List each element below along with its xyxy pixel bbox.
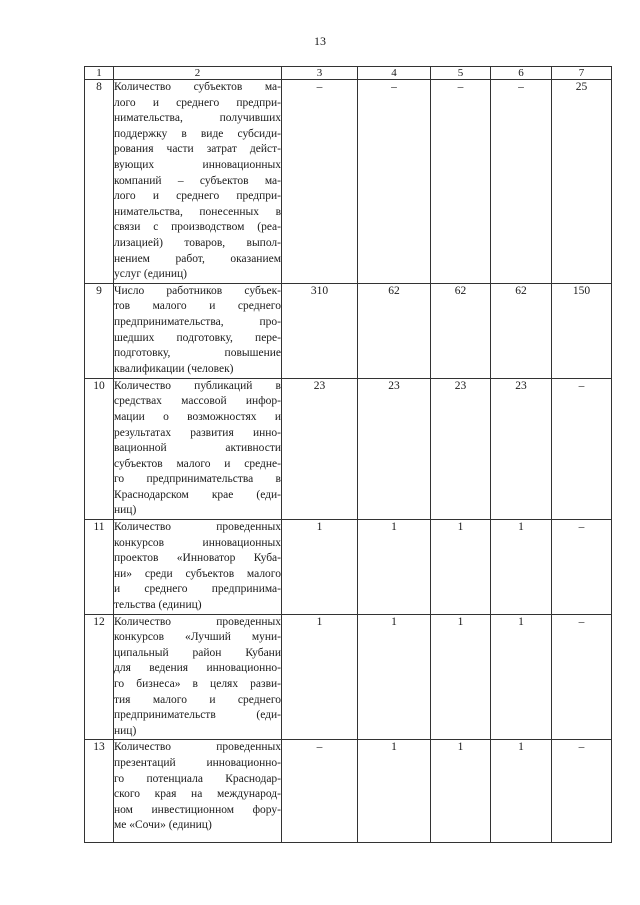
description-line: связи с производством (реа-: [114, 221, 281, 234]
value-cell-col-5: 23: [431, 378, 491, 519]
description-line: нением работ, оказанием: [114, 252, 281, 265]
row-number: 10: [85, 378, 114, 519]
description-line: компаний – субъектов ма-: [114, 174, 281, 187]
column-header-2: 2: [114, 67, 282, 80]
description-line: презентаций инновационно-: [114, 756, 281, 769]
value-cell-col-3: 310: [282, 283, 358, 378]
column-header-7: 7: [552, 67, 612, 80]
row-number: 13: [85, 740, 114, 843]
description-last-line: ниц): [114, 724, 137, 737]
description-line: ципальный район Кубани: [114, 646, 281, 659]
row-number: 8: [85, 80, 114, 284]
table-row: [85, 520, 612, 615]
description-line: вационной активности: [114, 442, 281, 455]
description-line: для ведения инновационно-: [114, 662, 281, 675]
description-line: вующих инновационных: [114, 158, 281, 171]
row-number: 12: [85, 614, 114, 740]
value-cell-col-5: 1: [431, 740, 491, 843]
description-line: Краснодарском крае (еди-: [114, 488, 281, 501]
value-cell-col-6: 23: [491, 378, 552, 519]
indicator-description: [114, 614, 282, 740]
column-header-5: 5: [431, 67, 491, 80]
table-row: [85, 614, 612, 740]
description-line: го бизнеса» в целях разви-: [114, 678, 281, 690]
description-last-line: услуг (единиц): [114, 268, 188, 281]
value-cell-col-3: 23: [282, 378, 358, 519]
value-cell-col-3: –: [282, 80, 358, 284]
value-cell-col-7: 25: [552, 80, 612, 284]
value-cell-col-4: 62: [358, 283, 431, 378]
value-cell-col-7: 150: [552, 283, 612, 378]
value-cell-col-6: 1: [491, 740, 552, 843]
page-number: 13: [314, 34, 326, 48]
description-line: нимательства, понесенных в: [114, 205, 281, 218]
description-line: Количество публикаций в: [114, 379, 281, 392]
description-line: и среднего предпринима-: [114, 583, 281, 596]
description-line: мации о возможностях и: [114, 410, 281, 423]
table-body: [85, 80, 612, 843]
description-line: Количество проведенных: [114, 615, 281, 628]
value-cell-col-5: 62: [431, 283, 491, 378]
description-line: го потенциала Краснодар-: [114, 772, 281, 785]
column-header-3: 3: [282, 67, 358, 80]
description-line: Количество субъектов ма-: [114, 81, 281, 93]
value-cell-col-4: 1: [358, 614, 431, 740]
description-line: субъектов малого и средне-: [114, 457, 281, 470]
indicator-description: [114, 80, 282, 284]
indicator-description: [114, 283, 282, 378]
value-cell-col-7: –: [552, 740, 612, 843]
value-cell-col-3: 1: [282, 520, 358, 615]
column-header-6: 6: [491, 67, 552, 80]
value-cell-col-6: 1: [491, 520, 552, 615]
description-last-line: ниц): [114, 504, 137, 517]
column-header-4: 4: [358, 67, 431, 80]
description-line: шедших подготовку, пере-: [114, 331, 281, 344]
description-line: ни» среди субъектов малого: [114, 567, 281, 580]
table-row: [85, 283, 612, 378]
description-line: предпринимательства, про-: [114, 315, 281, 328]
value-cell-col-7: –: [552, 378, 612, 519]
table-row: [85, 80, 612, 284]
description-line: средствах массовой инфор-: [114, 395, 281, 408]
description-line: конкурсов инновационных: [114, 536, 281, 549]
description-line: проектов «Инноватор Куба-: [114, 552, 281, 565]
value-cell-col-4: –: [358, 80, 431, 284]
description-last-line: тельства (единиц): [114, 599, 202, 612]
description-line: нимательства, получивших: [114, 112, 281, 125]
value-cell-col-4: 1: [358, 740, 431, 843]
value-cell-col-5: 1: [431, 614, 491, 740]
table-header-row: [85, 67, 612, 80]
row-number: 11: [85, 520, 114, 615]
description-line: лого и среднего предпри-: [114, 96, 281, 109]
value-cell-col-6: 62: [491, 283, 552, 378]
indicator-description: [114, 740, 282, 843]
description-line: лизацией) товаров, выпол-: [114, 236, 281, 249]
value-cell-col-5: 1: [431, 520, 491, 615]
description-line: предпринимательств (еди-: [114, 709, 281, 722]
value-cell-col-4: 23: [358, 378, 431, 519]
value-cell-col-6: 1: [491, 614, 552, 740]
value-cell-col-5: –: [431, 80, 491, 284]
description-line: ского края на международ-: [114, 788, 281, 801]
description-line: рования части затрат дейст-: [114, 143, 281, 156]
indicators-table: [84, 66, 612, 843]
description-line: поддержку в виде субсиди-: [114, 127, 281, 140]
value-cell-col-4: 1: [358, 520, 431, 615]
description-line: Число работников субъек-: [114, 284, 281, 297]
description-line: ном инвестиционном фору-: [114, 803, 281, 816]
column-header-1: 1: [85, 67, 114, 80]
indicator-description: [114, 378, 282, 519]
value-cell-col-3: –: [282, 740, 358, 843]
value-cell-col-6: –: [491, 80, 552, 284]
description-line: конкурсов «Лучший муни-: [114, 631, 281, 644]
description-last-line: ме «Сочи» (единиц): [114, 819, 212, 832]
description-line: лого и среднего предпри-: [114, 190, 281, 203]
description-line: тия малого и среднего: [114, 693, 281, 706]
description-line: подготовку, повышение: [114, 347, 281, 360]
table-row: [85, 740, 612, 843]
description-line: тов малого и среднего: [114, 300, 281, 313]
value-cell-col-3: 1: [282, 614, 358, 740]
indicator-description: [114, 520, 282, 615]
table-row: [85, 378, 612, 519]
description-line: го предпринимательства в: [114, 473, 281, 486]
description-line: Количество проведенных: [114, 521, 281, 534]
description-line: Количество проведенных: [114, 741, 281, 754]
value-cell-col-7: –: [552, 614, 612, 740]
value-cell-col-7: –: [552, 520, 612, 615]
description-last-line: квалификации (человек): [114, 362, 234, 375]
description-line: результатах развития инно-: [114, 426, 281, 439]
row-number: 9: [85, 283, 114, 378]
